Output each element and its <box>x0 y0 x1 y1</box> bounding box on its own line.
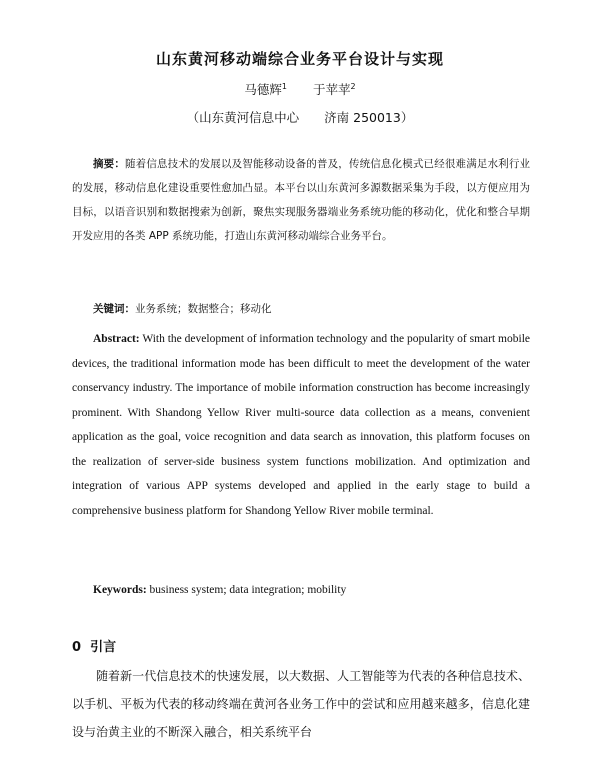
keywords-en-text: business system; data integration; mobility <box>149 584 347 596</box>
keywords-en-label: Keywords: <box>93 584 147 596</box>
body-paragraph: 随着新一代信息技术的快速发展，以大数据、人工智能等为代表的各种信息技术、以手机、平板为代表的移动终端在黄河各业务工作中的尝试和应用越来越多，信息化建设与治黄主业的不断深入融合，相关系统平台 <box>72 669 530 739</box>
section-title: 引言 <box>90 640 117 655</box>
section-number: 0 <box>72 640 82 655</box>
keywords-en <box>72 578 530 603</box>
abstract-cn-text: 随着信息技术的发展以及智能移动设备的普及，传统信息化模式已经很难满足水利行业的发展，移动信息化建设重要性愈加凸显。本平台以山东黄河多源数据采集为手段，以方便应用为目标，以语音识别和数据搜索为创新，聚焦实现服务器端业务系统功能的移动化，优化和整合早期开发应用的各类 APP 系统功能，打造山东黄河移动端综合业务平台。 <box>72 158 531 242</box>
keywords-cn-label: 关键词： <box>93 303 135 315</box>
abstract-cn <box>72 152 530 248</box>
paper-title: 山东黄河移动端综合业务平台设计与实现 <box>155 50 444 68</box>
affiliation: （山东黄河信息中心 济南 250013） <box>186 110 414 125</box>
abstract-en-label: Abstract: <box>93 333 140 345</box>
author-affiliation-mark: 2 <box>350 81 356 91</box>
abstract-en <box>72 327 530 523</box>
author-name: 马德辉 <box>244 82 282 97</box>
abstract-cn-label: 摘要： <box>93 158 125 170</box>
abstract-en-text: With the development of information technology and the popularity of smart mobile devices, the traditional information mode has been difficult to meet the development of the water conservancy industry. The importance of mobile information construction has become increasingly prominent. With Shandong Yellow River multi-source data collection as a means, convenient application as the goal, voice recognition and data search as innovation, this platform focuses on the realization of server-side business system functions mobilization. And optimization and integration of various APP systems developed and applied in the early stage to build a comprehensive business platform for Shandong Yellow River mobile terminal. <box>72 333 530 517</box>
author-line <box>0 80 600 98</box>
author-name: 于苹苹 <box>313 82 351 97</box>
keywords-cn-text: 业务系统；数据整合；移动化 <box>135 303 272 315</box>
section-heading <box>72 636 116 655</box>
author-affiliation-mark: 1 <box>281 81 287 91</box>
keywords-cn <box>72 297 530 321</box>
